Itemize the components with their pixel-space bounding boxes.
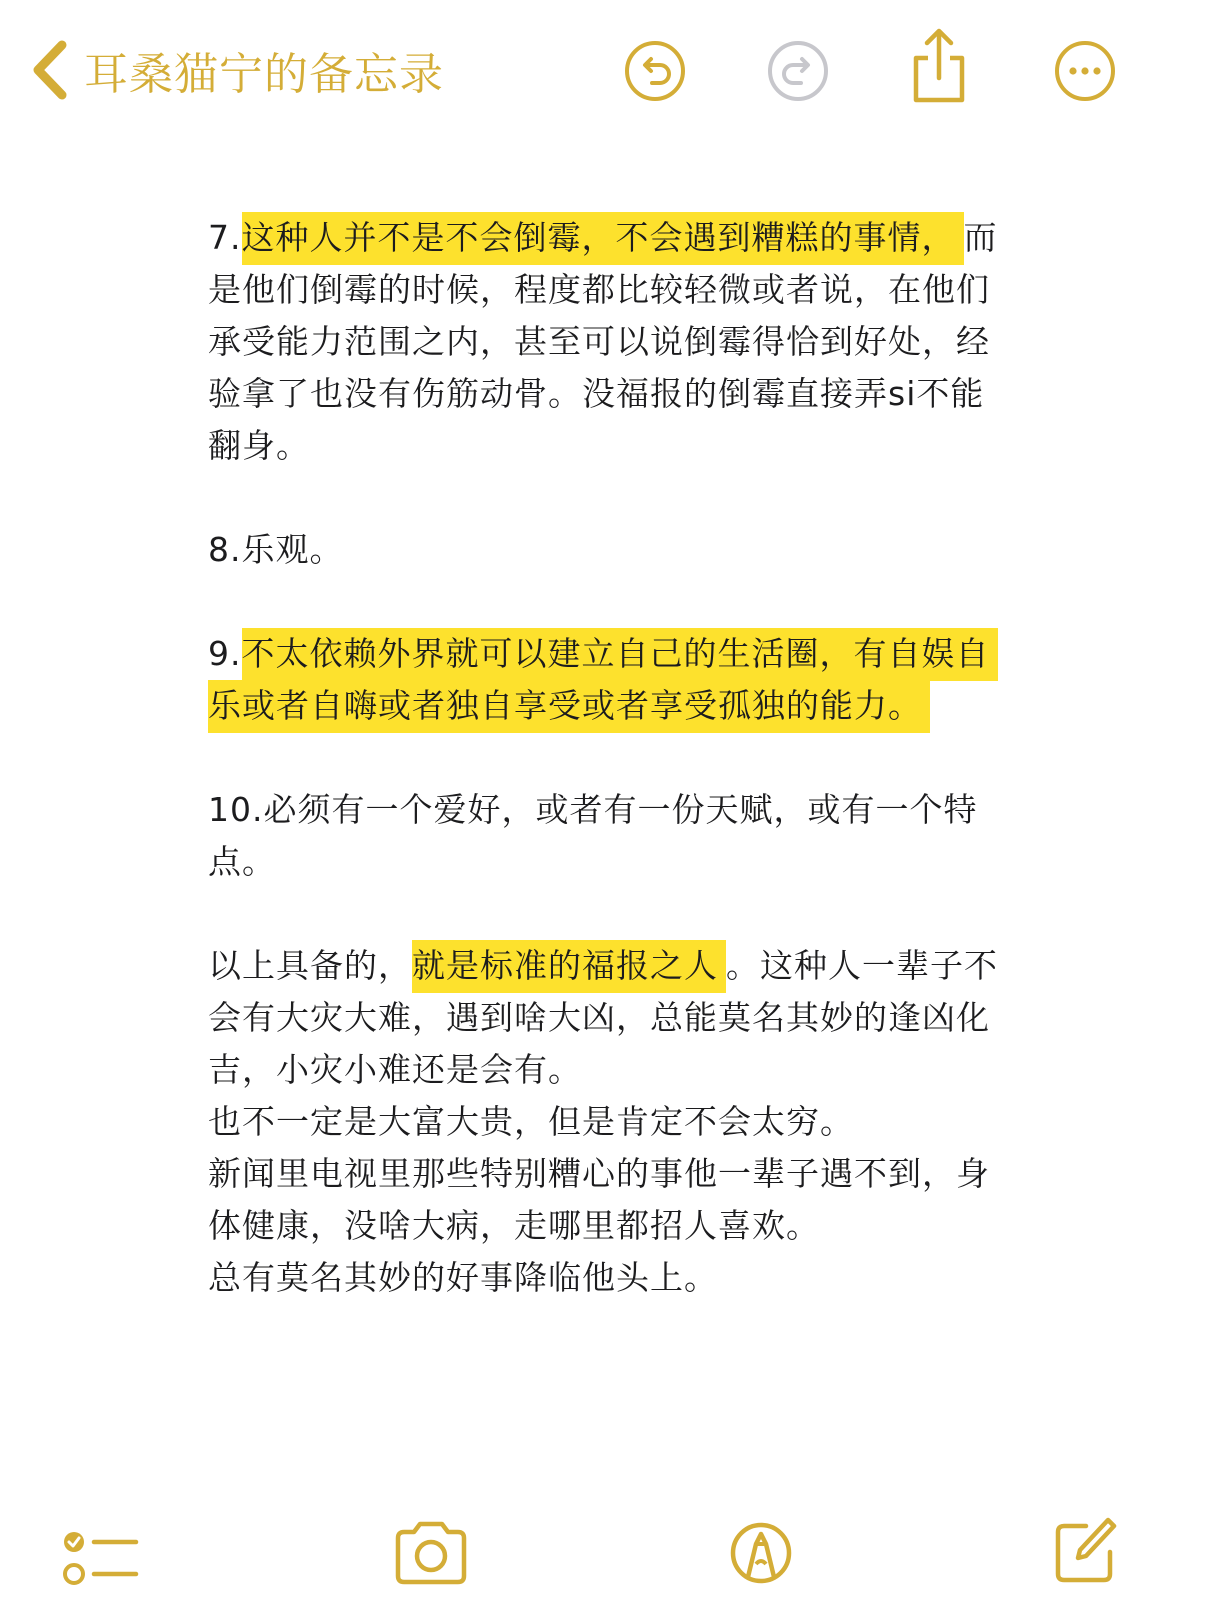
- back-label: 耳桑猫宁的备忘录: [84, 49, 444, 100]
- summary-line: 新闻里电视里那些特别糟心的事他一辈子遇不到，身体健康，没啥大病，走哪里都招人喜欢。: [208, 1154, 990, 1245]
- item-number: 9.: [208, 634, 242, 673]
- summary-line: 总有莫名其妙的好事降临他头上。: [208, 1258, 718, 1297]
- summary-paragraph: [208, 940, 998, 1096]
- highlighted-text: 不太依赖外界就可以建立自己的生活圈，有自娱自乐或者自嗨或者独自享受或者享受孤独的能力。: [208, 628, 998, 733]
- compose-icon: [1052, 1516, 1118, 1586]
- undo-button[interactable]: [622, 38, 692, 108]
- checklist-icon: [62, 1528, 140, 1588]
- back-button[interactable]: [30, 34, 444, 106]
- summary-text: 。这种人一辈子不会有大灾大难，遇到啥大凶，总能莫名其妙的逢凶化吉，小灾小难还是会有。: [208, 946, 998, 1089]
- markup-button[interactable]: [728, 1520, 794, 1586]
- more-button[interactable]: [1052, 38, 1122, 108]
- redo-icon: [765, 38, 835, 104]
- undo-icon: [622, 38, 692, 104]
- paragraph-text: 而是他们倒霉的时候，程度都比较轻微或者说，在他们承受能力范围之内，甚至可以说倒霉得恰到好处，经验拿了也没有伤筋动骨。没福报的倒霉直接弄si不能翻身。: [208, 218, 998, 465]
- top-navigation-bar: [0, 0, 1206, 140]
- highlighted-text: 这种人并不是不会倒霉，不会遇到糟糕的事情，: [242, 212, 964, 265]
- share-button[interactable]: [906, 26, 976, 96]
- markup-pen-icon: [728, 1520, 794, 1586]
- bottom-toolbar: [0, 1500, 1206, 1608]
- chevron-left-icon: [30, 39, 70, 101]
- paragraph-9: [208, 628, 998, 732]
- summary-line: 也不一定是大富大贵，但是肯定不会太穷。: [208, 1102, 854, 1141]
- camera-icon: [392, 1520, 470, 1586]
- paragraph-7: [208, 212, 998, 472]
- note-body[interactable]: [208, 212, 998, 1304]
- share-icon: [906, 26, 976, 104]
- paragraph-8: 8.乐观。: [208, 530, 344, 569]
- summary-text: 以上具备的，: [208, 946, 412, 985]
- more-icon: [1052, 38, 1122, 104]
- checklist-button[interactable]: [62, 1528, 140, 1588]
- item-number: 7.: [208, 218, 242, 257]
- camera-button[interactable]: [392, 1520, 470, 1586]
- paragraph-10: 10.必须有一个爱好，或者有一份天赋，或有一个特点。: [208, 790, 978, 881]
- highlighted-text: 就是标准的福报之人: [412, 940, 726, 993]
- redo-button[interactable]: [765, 38, 835, 108]
- compose-button[interactable]: [1052, 1516, 1118, 1586]
